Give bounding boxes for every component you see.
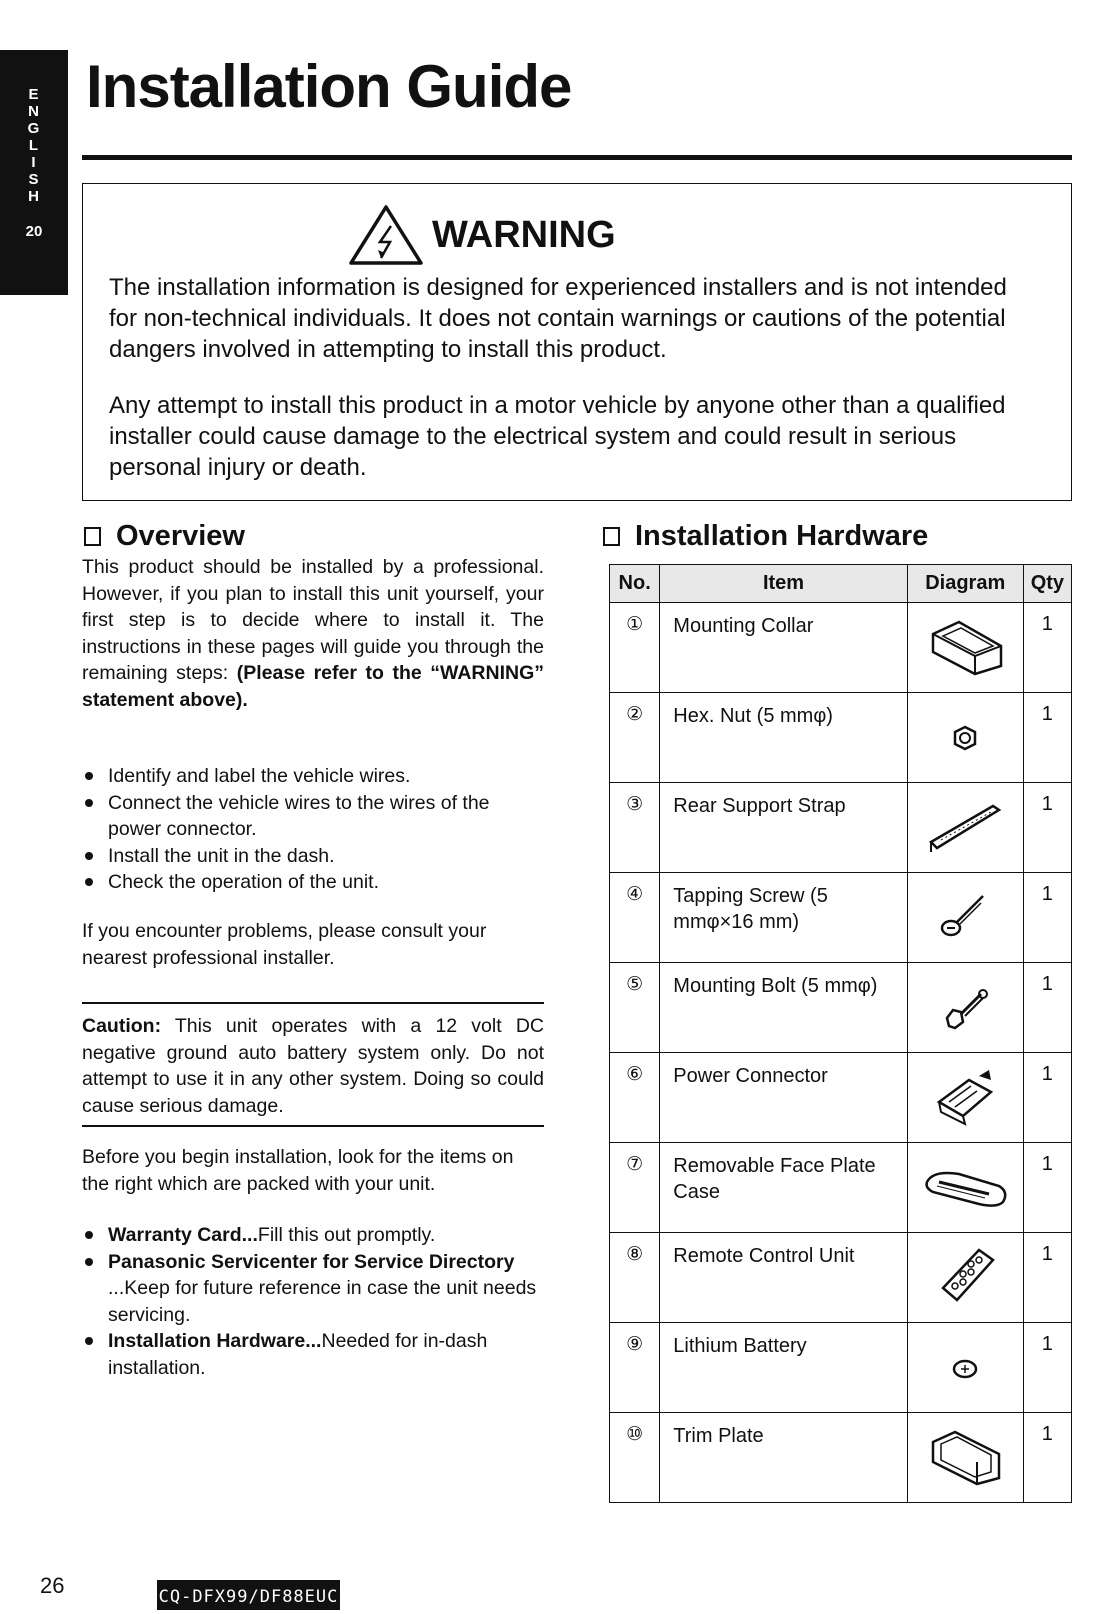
overview-intro-text: This product should be installed by a professional. However, if you plan to install this unit yourself, your first step is to decide where to install it. The instructions in these pages will guide you through the remaining steps: [82,556,544,684]
language-letters [0,86,68,205]
warning-heading-text: WARNING [432,213,616,256]
tab-letter: S [28,171,40,188]
list-item [82,1222,544,1249]
warning-heading [348,204,616,266]
hex-nut-icon [919,702,1011,768]
row-item: Mounting Collar [660,603,907,693]
language-side-tab [0,50,68,295]
tab-letter: I [31,154,37,171]
row-item: Mounting Bolt (5 mmφ) [660,963,907,1053]
row-qty: 1 [1023,783,1071,873]
model-number-tag: CQ-DFX99/DF88EUC [157,1580,340,1610]
checkbox-square-icon [603,527,620,546]
row-item: Rear Support Strap [660,783,907,873]
table-row [610,963,1072,1053]
warning-paragraph-2: Any attempt to install this product in a motor vehicle by anyone other than a qualified installer could cause damage to the electrical system and could result in serious personal injury or death. [109,392,1006,481]
column-header-item: Item [660,565,907,603]
consult-note [82,918,544,971]
row-item: Tapping Screw (5 mmφ×16 mm) [660,873,907,963]
table-row [610,1143,1072,1233]
table-row [610,1233,1072,1323]
diagram-cell [907,963,1023,1053]
remote-control-icon [919,1242,1011,1308]
table-row [610,1413,1072,1503]
diagram-cell [907,1413,1023,1503]
packed-item-text: Fill this out promptly. [257,1224,436,1246]
row-number: ⑥ [610,1053,660,1143]
packed-item-text: ...Keep for future reference in case the unit needs servicing. [108,1277,537,1326]
overview-intro [82,554,544,713]
caution-rule-top [82,1002,544,1004]
row-number: ⑧ [610,1233,660,1323]
caution-rule-bottom [82,1125,544,1127]
packed-item-bold: Warranty Card... [108,1224,258,1246]
trim-plate-icon [919,1422,1011,1488]
mounting-collar-icon [919,612,1011,678]
checkbox-square-icon [84,527,101,546]
consult-text: If you encounter problems, please consult your nearest professional installer. [82,920,487,969]
row-number: ① [610,603,660,693]
table-row [610,693,1072,783]
diagram-cell [907,1323,1023,1413]
list-item: Connect the vehicle wires to the wires of the power connector. [82,790,544,843]
list-item [82,1328,544,1381]
before-note [82,1144,544,1197]
hardware-table [609,564,1072,1503]
diagram-cell [907,1143,1023,1233]
hardware-heading [603,520,928,553]
column-header-qty: Qty [1023,565,1071,603]
section-number: 20 [25,223,43,240]
row-number: ③ [610,783,660,873]
list-item: Install the unit in the dash. [82,843,544,870]
hardware-heading-text: Installation Hardware [635,520,929,552]
row-item: Trim Plate [660,1413,907,1503]
overview-intro-bold: (Please refer to the “WARNING” statement above). [82,662,544,711]
diagram-cell [907,1233,1023,1323]
warning-box [82,183,1072,501]
list-item [82,1249,544,1329]
lithium-battery-icon [919,1332,1011,1398]
warning-paragraph-1: The installation information is designed for experienced installers and is not intended for non-technical individuals. It does not contain warnings or cautions of the potential dangers involved in attempting to install this product. [109,274,1007,363]
row-number: ⑦ [610,1143,660,1233]
row-number: ⑩ [610,1413,660,1503]
row-item: Removable Face Plate Case [660,1143,907,1233]
list-item: Identify and label the vehicle wires. [82,763,544,790]
row-number: ② [610,693,660,783]
row-item: Hex. Nut (5 mmφ) [660,693,907,783]
row-qty: 1 [1023,1323,1071,1413]
caution-label: Caution: [82,1015,162,1037]
power-connector-icon [919,1062,1011,1128]
title-rule [82,155,1072,160]
table-row [610,1053,1072,1143]
diagram-cell [907,693,1023,783]
warning-triangle-icon [348,204,424,266]
packed-item-bold: Panasonic Servicenter for Service Directory [108,1250,515,1273]
column-header-diagram: Diagram [907,565,1023,603]
row-number: ④ [610,873,660,963]
caution-note [82,1013,544,1119]
row-qty: 1 [1023,963,1071,1053]
row-qty: 1 [1023,1233,1071,1323]
row-item: Power Connector [660,1053,907,1143]
row-qty: 1 [1023,1143,1071,1233]
page-number: 26 [40,1573,65,1598]
tab-letter: N [28,103,40,120]
packed-item-bold: Installation Hardware... [108,1330,322,1352]
mounting-bolt-icon [919,972,1011,1038]
diagram-cell [907,603,1023,693]
table-row [610,603,1072,693]
tab-letter: L [28,137,40,154]
diagram-cell [907,1053,1023,1143]
face-plate-case-icon [919,1152,1011,1218]
page-title: Installation Guide [86,53,572,120]
row-qty: 1 [1023,603,1071,693]
diagram-cell [907,783,1023,873]
row-qty: 1 [1023,873,1071,963]
support-strap-icon [919,792,1011,858]
overview-steps [82,763,544,896]
diagram-cell [907,873,1023,963]
packed-item-text: Needed for in-dash installation. [108,1330,488,1379]
overview-heading [84,520,245,553]
tapping-screw-icon [919,882,1011,948]
list-item: Check the operation of the unit. [82,869,544,896]
row-item: Lithium Battery [660,1323,907,1413]
overview-heading-text: Overview [116,520,245,552]
row-qty: 1 [1023,693,1071,783]
before-text: Before you begin installation, look for the items on the right which are packed with your unit. [82,1146,514,1195]
tab-letter: G [27,120,41,137]
row-number: ⑤ [610,963,660,1053]
table-header-row [610,565,1072,603]
tab-letter: E [28,86,40,103]
column-header-no: No. [610,565,660,603]
row-item: Remote Control Unit [660,1233,907,1323]
table-row [610,873,1072,963]
tab-letter: H [28,188,40,205]
caution-text: This unit operates with a 12 volt DC negative ground auto battery system only. Do not attempt to use it in any other system. Doing so could cause serious damage. [82,1015,544,1117]
table-row [610,1323,1072,1413]
packed-items [82,1222,544,1381]
table-row [610,783,1072,873]
row-number: ⑨ [610,1323,660,1413]
row-qty: 1 [1023,1413,1071,1503]
row-qty: 1 [1023,1053,1071,1143]
